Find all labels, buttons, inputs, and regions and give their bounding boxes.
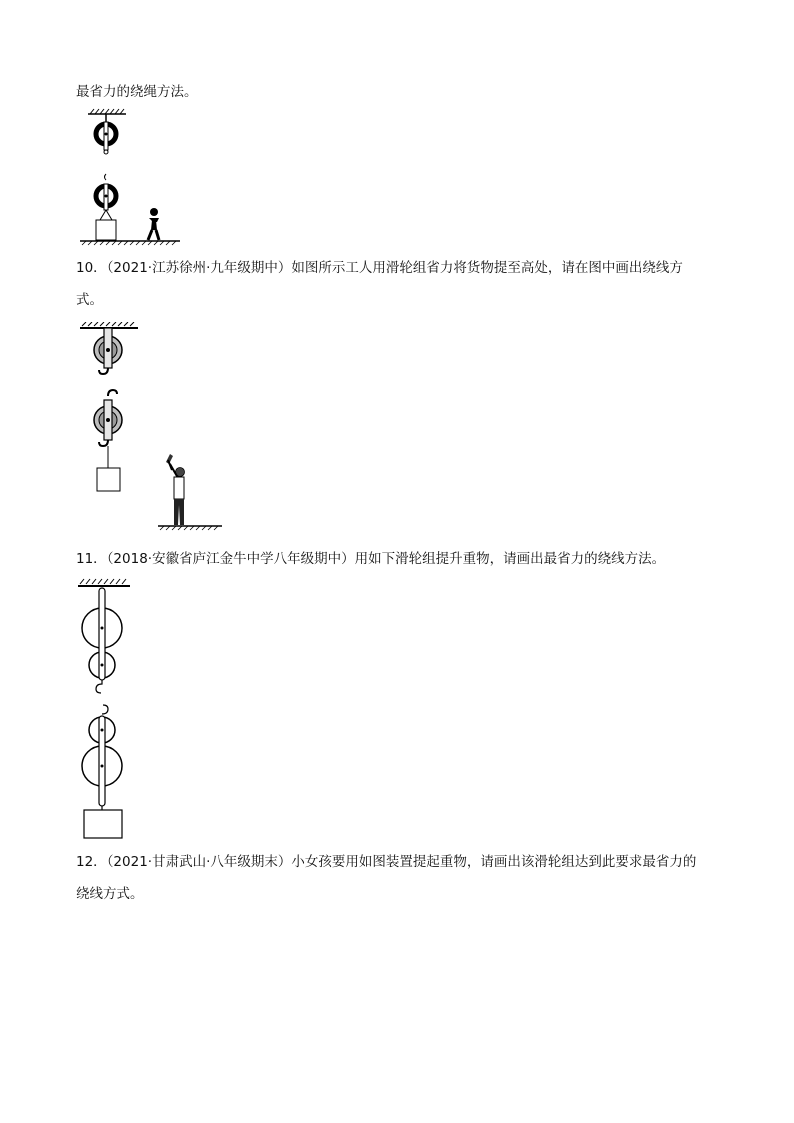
question-11-line1 xyxy=(76,549,665,569)
question-number: 10． xyxy=(76,260,107,276)
figure-q11-pulley-blocks xyxy=(76,578,136,843)
question-12-line1 xyxy=(76,852,696,872)
figure-q10-pulley-system xyxy=(76,322,226,532)
question-text: 用如下滑轮组提升重物，请画出最省力的绕线方法。 xyxy=(354,551,666,567)
question-12-line2: 绕线方式。 xyxy=(76,886,144,902)
question-text: 如图所示工人用滑轮组省力将货物提至高处，请在图中画出绕线方 xyxy=(291,260,683,276)
question-source: （2021·江苏徐州·九年级期中） xyxy=(106,260,292,276)
question-number: 12． xyxy=(76,854,107,870)
question-source: （2018·安徽省庐江金牛中学八年级期中） xyxy=(106,551,355,567)
question-10-line1 xyxy=(76,258,683,278)
question-number: 11． xyxy=(76,551,107,567)
intro-line: 最省力的绕绳方法。 xyxy=(76,84,198,100)
question-10-line2: 式。 xyxy=(76,292,103,308)
question-source: （2021·甘肃武山·八年级期末） xyxy=(106,854,292,870)
question-text: 小女孩要用如图装置提起重物，请画出该滑轮组达到此要求最省力的 xyxy=(291,854,697,870)
figure-q9-pulley-system xyxy=(76,108,186,248)
